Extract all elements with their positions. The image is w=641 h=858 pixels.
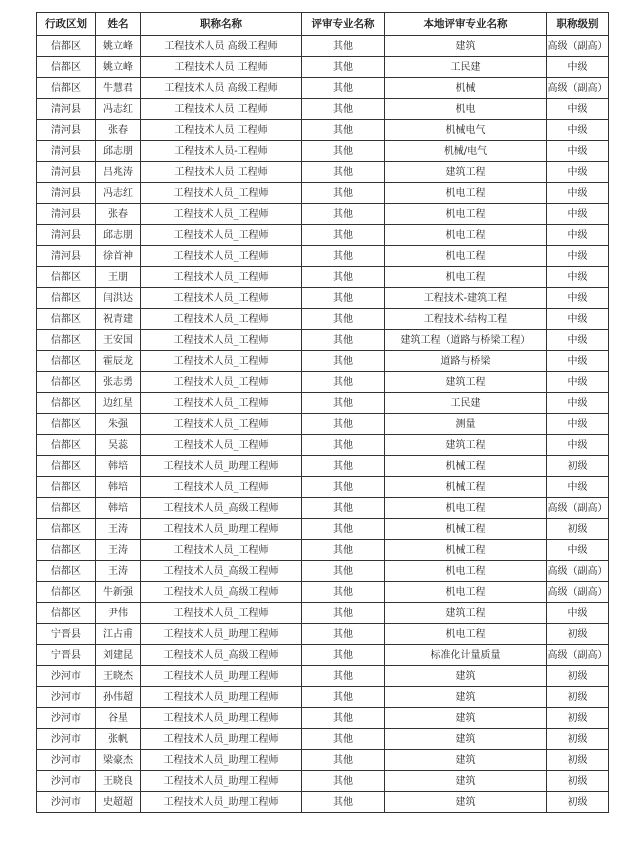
cell-title-level: 中级 — [547, 330, 609, 351]
table-row — [37, 36, 609, 57]
table-row — [37, 477, 609, 498]
table-row — [37, 57, 609, 78]
table-row — [37, 624, 609, 645]
cell-review-major: 其他 — [302, 561, 385, 582]
cell-title-name: 工程技术人员_工程师 — [141, 246, 302, 267]
cell-title-name: 工程技术人员_工程师 — [141, 435, 302, 456]
cell-local-review-major: 测量 — [385, 414, 547, 435]
cell-title-name: 工程技术人员_工程师 — [141, 267, 302, 288]
cell-local-review-major: 建筑 — [385, 666, 547, 687]
cell-district: 信都区 — [37, 414, 96, 435]
cell-review-major: 其他 — [302, 582, 385, 603]
cell-title-level: 初级 — [547, 771, 609, 792]
cell-review-major: 其他 — [302, 288, 385, 309]
cell-name: 闫洪达 — [96, 288, 141, 309]
cell-title-level: 中级 — [547, 372, 609, 393]
cell-name: 霍辰龙 — [96, 351, 141, 372]
cell-title-name: 工程技术人员_工程师 — [141, 540, 302, 561]
cell-review-major: 其他 — [302, 204, 385, 225]
cell-name: 邱志朋 — [96, 141, 141, 162]
cell-district: 信都区 — [37, 330, 96, 351]
cell-review-major: 其他 — [302, 393, 385, 414]
cell-title-level: 中级 — [547, 351, 609, 372]
cell-district: 清河县 — [37, 225, 96, 246]
cell-review-major: 其他 — [302, 456, 385, 477]
cell-name: 姚立峰 — [96, 57, 141, 78]
cell-local-review-major: 机电 — [385, 99, 547, 120]
cell-title-level: 中级 — [547, 183, 609, 204]
table-row — [37, 603, 609, 624]
cell-title-name: 工程技术人员_高级工程师 — [141, 645, 302, 666]
cell-name: 孙伟超 — [96, 687, 141, 708]
cell-district: 清河县 — [37, 99, 96, 120]
cell-title-name: 工程技术人员_工程师 — [141, 204, 302, 225]
cell-district: 沙河市 — [37, 687, 96, 708]
table-row — [37, 204, 609, 225]
cell-local-review-major: 工民建 — [385, 393, 547, 414]
cell-review-major: 其他 — [302, 435, 385, 456]
cell-district: 信都区 — [37, 309, 96, 330]
cell-title-name: 工程技术人员_助理工程师 — [141, 750, 302, 771]
cell-district: 信都区 — [37, 456, 96, 477]
table-row — [37, 435, 609, 456]
cell-title-level: 中级 — [547, 603, 609, 624]
cell-local-review-major: 建筑 — [385, 36, 547, 57]
cell-title-level: 中级 — [547, 267, 609, 288]
header-local-review-major: 本地评审专业名称 — [385, 13, 547, 36]
cell-title-name: 工程技术人员_助理工程师 — [141, 456, 302, 477]
cell-district: 清河县 — [37, 183, 96, 204]
cell-local-review-major: 标准化计量质量 — [385, 645, 547, 666]
cell-title-level: 初级 — [547, 666, 609, 687]
cell-district: 信都区 — [37, 267, 96, 288]
cell-review-major: 其他 — [302, 141, 385, 162]
table-row — [37, 309, 609, 330]
cell-title-level: 中级 — [547, 477, 609, 498]
cell-title-name: 工程技术人员_助理工程师 — [141, 624, 302, 645]
table-row — [37, 267, 609, 288]
table-row — [37, 141, 609, 162]
cell-title-name: 工程技术人员 高级工程师 — [141, 78, 302, 99]
cell-district: 信都区 — [37, 519, 96, 540]
cell-review-major: 其他 — [302, 183, 385, 204]
cell-local-review-major: 机械 — [385, 78, 547, 99]
cell-review-major: 其他 — [302, 540, 385, 561]
cell-local-review-major: 建筑工程 — [385, 435, 547, 456]
cell-name: 刘建昆 — [96, 645, 141, 666]
cell-title-level: 中级 — [547, 204, 609, 225]
cell-title-name: 工程技术人员_助理工程师 — [141, 519, 302, 540]
cell-review-major: 其他 — [302, 267, 385, 288]
cell-title-name: 工程技术人员_工程师 — [141, 351, 302, 372]
cell-name: 张帆 — [96, 729, 141, 750]
cell-title-name: 工程技术人员 工程师 — [141, 57, 302, 78]
header-title-level: 职称级别 — [547, 13, 609, 36]
cell-name: 江占甫 — [96, 624, 141, 645]
cell-local-review-major: 道路与桥梁 — [385, 351, 547, 372]
cell-title-name: 工程技术人员-工程师 — [141, 141, 302, 162]
cell-local-review-major: 机电工程 — [385, 204, 547, 225]
cell-title-level: 高级（副高） — [547, 582, 609, 603]
cell-name: 牛新强 — [96, 582, 141, 603]
cell-review-major: 其他 — [302, 624, 385, 645]
cell-name: 尹伟 — [96, 603, 141, 624]
cell-title-level: 高级（副高） — [547, 645, 609, 666]
table-row — [37, 687, 609, 708]
cell-local-review-major: 机械工程 — [385, 519, 547, 540]
table-row — [37, 330, 609, 351]
cell-title-name: 工程技术人员_助理工程师 — [141, 729, 302, 750]
cell-title-level: 中级 — [547, 414, 609, 435]
cell-review-major: 其他 — [302, 246, 385, 267]
cell-title-level: 高级（副高） — [547, 78, 609, 99]
cell-title-name: 工程技术人员 工程师 — [141, 162, 302, 183]
cell-local-review-major: 建筑 — [385, 729, 547, 750]
cell-review-major: 其他 — [302, 351, 385, 372]
table-row — [37, 225, 609, 246]
cell-district: 信都区 — [37, 477, 96, 498]
cell-title-name: 工程技术人员_工程师 — [141, 477, 302, 498]
cell-review-major: 其他 — [302, 792, 385, 813]
cell-review-major: 其他 — [302, 687, 385, 708]
cell-title-name: 工程技术人员_工程师 — [141, 393, 302, 414]
cell-name: 韩培 — [96, 498, 141, 519]
cell-review-major: 其他 — [302, 498, 385, 519]
cell-review-major: 其他 — [302, 330, 385, 351]
cell-district: 沙河市 — [37, 729, 96, 750]
cell-title-level: 中级 — [547, 57, 609, 78]
cell-local-review-major: 机电工程 — [385, 267, 547, 288]
cell-local-review-major: 建筑 — [385, 708, 547, 729]
cell-review-major: 其他 — [302, 729, 385, 750]
cell-review-major: 其他 — [302, 477, 385, 498]
cell-title-name: 工程技术人员 工程师 — [141, 99, 302, 120]
cell-name: 冯志红 — [96, 99, 141, 120]
cell-review-major: 其他 — [302, 603, 385, 624]
cell-name: 史超超 — [96, 792, 141, 813]
cell-name: 王涛 — [96, 540, 141, 561]
cell-review-major: 其他 — [302, 78, 385, 99]
table-row — [37, 519, 609, 540]
cell-title-name: 工程技术人员_工程师 — [141, 309, 302, 330]
cell-title-name: 工程技术人员_助理工程师 — [141, 771, 302, 792]
table-row — [37, 540, 609, 561]
cell-title-name: 工程技术人员_工程师 — [141, 288, 302, 309]
cell-local-review-major: 机电工程 — [385, 183, 547, 204]
cell-title-level: 初级 — [547, 519, 609, 540]
cell-title-level: 中级 — [547, 435, 609, 456]
table-row — [37, 351, 609, 372]
cell-district: 信都区 — [37, 561, 96, 582]
table-row — [37, 561, 609, 582]
cell-review-major: 其他 — [302, 57, 385, 78]
cell-name: 谷星 — [96, 708, 141, 729]
cell-title-level: 初级 — [547, 792, 609, 813]
table-row — [37, 666, 609, 687]
cell-title-level: 高级（副高） — [547, 561, 609, 582]
table-row — [37, 792, 609, 813]
cell-title-name: 工程技术人员 工程师 — [141, 120, 302, 141]
cell-local-review-major: 建筑工程 — [385, 603, 547, 624]
cell-title-level: 中级 — [547, 540, 609, 561]
cell-title-level: 中级 — [547, 288, 609, 309]
cell-name: 吴蕊 — [96, 435, 141, 456]
cell-local-review-major: 机电工程 — [385, 498, 547, 519]
cell-district: 清河县 — [37, 246, 96, 267]
cell-review-major: 其他 — [302, 120, 385, 141]
cell-name: 吕兆涛 — [96, 162, 141, 183]
cell-title-name: 工程技术人员_工程师 — [141, 225, 302, 246]
cell-district: 沙河市 — [37, 792, 96, 813]
table-row — [37, 645, 609, 666]
cell-local-review-major: 机电工程 — [385, 561, 547, 582]
cell-name: 韩培 — [96, 477, 141, 498]
cell-local-review-major: 建筑 — [385, 687, 547, 708]
cell-local-review-major: 建筑工程 — [385, 162, 547, 183]
cell-review-major: 其他 — [302, 666, 385, 687]
cell-district: 信都区 — [37, 372, 96, 393]
cell-title-name: 工程技术人员_高级工程师 — [141, 498, 302, 519]
cell-district: 沙河市 — [37, 750, 96, 771]
cell-title-level: 中级 — [547, 246, 609, 267]
cell-local-review-major: 建筑 — [385, 792, 547, 813]
cell-district: 清河县 — [37, 204, 96, 225]
cell-title-level: 中级 — [547, 225, 609, 246]
cell-title-level: 初级 — [547, 624, 609, 645]
cell-name: 王安国 — [96, 330, 141, 351]
cell-local-review-major: 建筑工程（道路与桥梁工程） — [385, 330, 547, 351]
cell-local-review-major: 建筑 — [385, 750, 547, 771]
cell-title-level: 中级 — [547, 141, 609, 162]
cell-name: 冯志红 — [96, 183, 141, 204]
table-row — [37, 771, 609, 792]
cell-title-level: 高级（副高） — [547, 498, 609, 519]
cell-local-review-major: 机电工程 — [385, 225, 547, 246]
cell-title-level: 中级 — [547, 99, 609, 120]
cell-title-name: 工程技术人员_助理工程师 — [141, 708, 302, 729]
cell-name: 张志勇 — [96, 372, 141, 393]
cell-name: 徐首神 — [96, 246, 141, 267]
cell-review-major: 其他 — [302, 414, 385, 435]
cell-name: 梁豪杰 — [96, 750, 141, 771]
cell-review-major: 其他 — [302, 519, 385, 540]
cell-title-level: 中级 — [547, 309, 609, 330]
cell-district: 信都区 — [37, 351, 96, 372]
cell-district: 信都区 — [37, 288, 96, 309]
cell-local-review-major: 工民建 — [385, 57, 547, 78]
cell-title-name: 工程技术人员_助理工程师 — [141, 687, 302, 708]
cell-district: 信都区 — [37, 78, 96, 99]
cell-name: 王涛 — [96, 561, 141, 582]
cell-title-name: 工程技术人员_工程师 — [141, 603, 302, 624]
table-row — [37, 162, 609, 183]
table-row — [37, 708, 609, 729]
cell-district: 沙河市 — [37, 666, 96, 687]
cell-title-level: 中级 — [547, 393, 609, 414]
cell-district: 信都区 — [37, 603, 96, 624]
table-row — [37, 120, 609, 141]
table-row — [37, 288, 609, 309]
cell-district: 信都区 — [37, 57, 96, 78]
cell-title-name: 工程技术人员_高级工程师 — [141, 561, 302, 582]
cell-district: 清河县 — [37, 162, 96, 183]
cell-local-review-major: 机电工程 — [385, 624, 547, 645]
cell-review-major: 其他 — [302, 372, 385, 393]
cell-district: 清河县 — [37, 120, 96, 141]
cell-review-major: 其他 — [302, 771, 385, 792]
table-row — [37, 582, 609, 603]
cell-district: 沙河市 — [37, 708, 96, 729]
header-district: 行政区划 — [37, 13, 96, 36]
cell-name: 王涛 — [96, 519, 141, 540]
cell-title-level: 初级 — [547, 456, 609, 477]
cell-district: 信都区 — [37, 393, 96, 414]
cell-name: 王朋 — [96, 267, 141, 288]
header-review-major: 评审专业名称 — [302, 13, 385, 36]
cell-title-level: 初级 — [547, 729, 609, 750]
cell-review-major: 其他 — [302, 645, 385, 666]
cell-title-name: 工程技术人员_助理工程师 — [141, 792, 302, 813]
table-row — [37, 183, 609, 204]
cell-title-name: 工程技术人员_工程师 — [141, 372, 302, 393]
cell-district: 宁晋县 — [37, 645, 96, 666]
cell-district: 信都区 — [37, 582, 96, 603]
cell-name: 王晓杰 — [96, 666, 141, 687]
cell-name: 朱强 — [96, 414, 141, 435]
table-row — [37, 456, 609, 477]
cell-local-review-major: 机械工程 — [385, 456, 547, 477]
header-name: 姓名 — [96, 13, 141, 36]
cell-review-major: 其他 — [302, 708, 385, 729]
cell-title-level: 初级 — [547, 708, 609, 729]
cell-title-name: 工程技术人员_工程师 — [141, 330, 302, 351]
cell-review-major: 其他 — [302, 309, 385, 330]
header-title-name: 职称名称 — [141, 13, 302, 36]
cell-title-name: 工程技术人员_工程师 — [141, 183, 302, 204]
cell-title-name: 工程技术人员 高级工程师 — [141, 36, 302, 57]
table-row — [37, 78, 609, 99]
table-body — [37, 36, 609, 813]
cell-name: 韩培 — [96, 456, 141, 477]
cell-local-review-major: 机械工程 — [385, 540, 547, 561]
cell-district: 信都区 — [37, 36, 96, 57]
table-header-row — [37, 13, 609, 36]
cell-review-major: 其他 — [302, 36, 385, 57]
cell-title-level: 高级（副高） — [547, 36, 609, 57]
cell-district: 沙河市 — [37, 771, 96, 792]
cell-local-review-major: 机械工程 — [385, 477, 547, 498]
cell-district: 信都区 — [37, 540, 96, 561]
cell-district: 信都区 — [37, 498, 96, 519]
cell-district: 宁晋县 — [37, 624, 96, 645]
cell-local-review-major: 机电工程 — [385, 246, 547, 267]
cell-review-major: 其他 — [302, 99, 385, 120]
cell-review-major: 其他 — [302, 225, 385, 246]
cell-name: 张春 — [96, 120, 141, 141]
table-row — [37, 498, 609, 519]
cell-title-level: 初级 — [547, 750, 609, 771]
cell-local-review-major: 工程技术-建筑工程 — [385, 288, 547, 309]
cell-title-name: 工程技术人员_助理工程师 — [141, 666, 302, 687]
cell-local-review-major: 机电工程 — [385, 582, 547, 603]
table-row — [37, 99, 609, 120]
cell-local-review-major: 建筑工程 — [385, 372, 547, 393]
cell-title-name: 工程技术人员_工程师 — [141, 414, 302, 435]
table-row — [37, 729, 609, 750]
table-row — [37, 372, 609, 393]
cell-title-name: 工程技术人员_高级工程师 — [141, 582, 302, 603]
cell-name: 牛慧君 — [96, 78, 141, 99]
cell-name: 边红星 — [96, 393, 141, 414]
cell-district: 信都区 — [37, 435, 96, 456]
cell-local-review-major: 机械电气 — [385, 120, 547, 141]
cell-title-level: 中级 — [547, 162, 609, 183]
cell-review-major: 其他 — [302, 162, 385, 183]
cell-local-review-major: 建筑 — [385, 771, 547, 792]
cell-name: 姚立峰 — [96, 36, 141, 57]
cell-district: 清河县 — [37, 141, 96, 162]
title-list-table — [36, 12, 609, 813]
cell-name: 王晓良 — [96, 771, 141, 792]
cell-name: 邱志朋 — [96, 225, 141, 246]
cell-name: 祝青建 — [96, 309, 141, 330]
table-row — [37, 393, 609, 414]
cell-title-level: 中级 — [547, 120, 609, 141]
cell-local-review-major: 工程技术-结构工程 — [385, 309, 547, 330]
table-row — [37, 246, 609, 267]
table-row — [37, 750, 609, 771]
cell-name: 张春 — [96, 204, 141, 225]
cell-local-review-major: 机械/电气 — [385, 141, 547, 162]
table-row — [37, 414, 609, 435]
cell-review-major: 其他 — [302, 750, 385, 771]
cell-title-level: 初级 — [547, 687, 609, 708]
